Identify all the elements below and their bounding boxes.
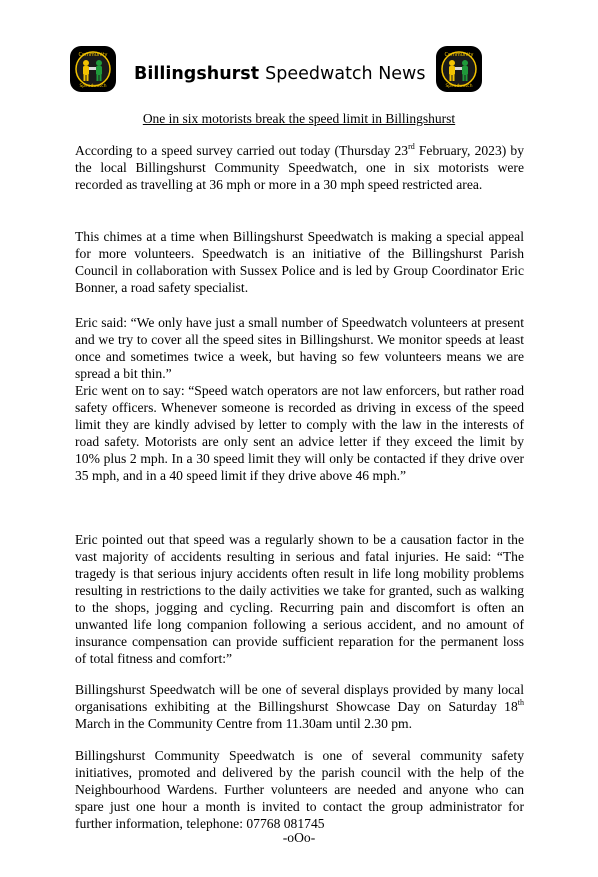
svg-text:Speedwatch: Speedwatch (445, 84, 473, 89)
svg-text:Community: Community (444, 52, 474, 58)
article-paragraph: Eric went on to say: “Speed watch operators are not law enforcers, but rather road safety officers. Whenever someone is recorded as driving in excess of the speed limit they are kindly advised by letter to comply with the law in the interests of road safety. Motorists are only sent an advice letter if they exceed the limit by 10% plus 2 mph. In a 30 speed limit they will only be contacted if they drive over 35 mph, and in a 40 speed limit if they drive above 46 mph.” (75, 383, 524, 483)
article-headline: One in six motorists break the speed limit in Billingshurst (142, 111, 456, 126)
masthead-brand: Billingshurst (134, 64, 260, 84)
article-paragraph: Eric said: “We only have just a small number of Speedwatch volunteers at present and we try to cover all the speed sites in Billingshurst. We monitor speeds at least once and sometimes twice a week, but having so few volunteers means we are spread a bit thin.” (75, 315, 524, 381)
masthead-subtitle: Speedwatch News (265, 64, 426, 84)
community-speedwatch-logo-icon (69, 45, 117, 93)
masthead-title (134, 64, 434, 94)
community-speedwatch-logo-icon (435, 45, 483, 93)
end-mark: -oOo- (282, 830, 316, 845)
article-paragraph: Billingshurst Community Speedwatch is one of several community safety initiatives, promoted and delivered by the parish council with the help of the Neighbourhood Wardens. Further volunteers are needed and anyone who can spare just one hour a month is invited to contact the group administrator for further information, telephone: 07768 081745 (75, 748, 524, 831)
svg-text:Speedwatch: Speedwatch (79, 84, 107, 89)
article-paragraph: According to a speed survey carried out today (Thursday 23rd February, 2023) by the local Billingshurst Community Speedwatch, one in six motorists were recorded as travelling at 36 mph or more in a 30 mph speed restricted area. (75, 142, 525, 192)
article-paragraph: This chimes at a time when Billingshurst Speedwatch is making a special appeal for more volunteers. Speedwatch is an initiative of the Billingshurst Parish Council in collaboration with Sussex Police and is led by Group Coordinator Eric Bonner, a road safety specialist. (75, 229, 524, 295)
article-paragraph: Billingshurst Speedwatch will be one of several displays provided by many local organisations exhibiting at the Billingshurst Showcase Day on Saturday 18th March in the Community Centre from 11.30am until 2.30 pm. (75, 682, 524, 731)
article-paragraph: Eric pointed out that speed was a regularly shown to be a causation factor in the vast majority of accidents resulting in serious and fatal injuries. He said: “The tragedy is that serious injury accidents often result in life long mobility problems resulting in restrictions to the daily activities we take for granted, such as walking to the shops, jogging and cycling. Recurring pain and discomfort is often an unwanted life long companion following a serious accident, and no amount of insurance compensation can provide sufficient reparation for the permanent loss of total fitness and comfort:” (75, 532, 524, 666)
svg-text:Community: Community (78, 52, 108, 58)
